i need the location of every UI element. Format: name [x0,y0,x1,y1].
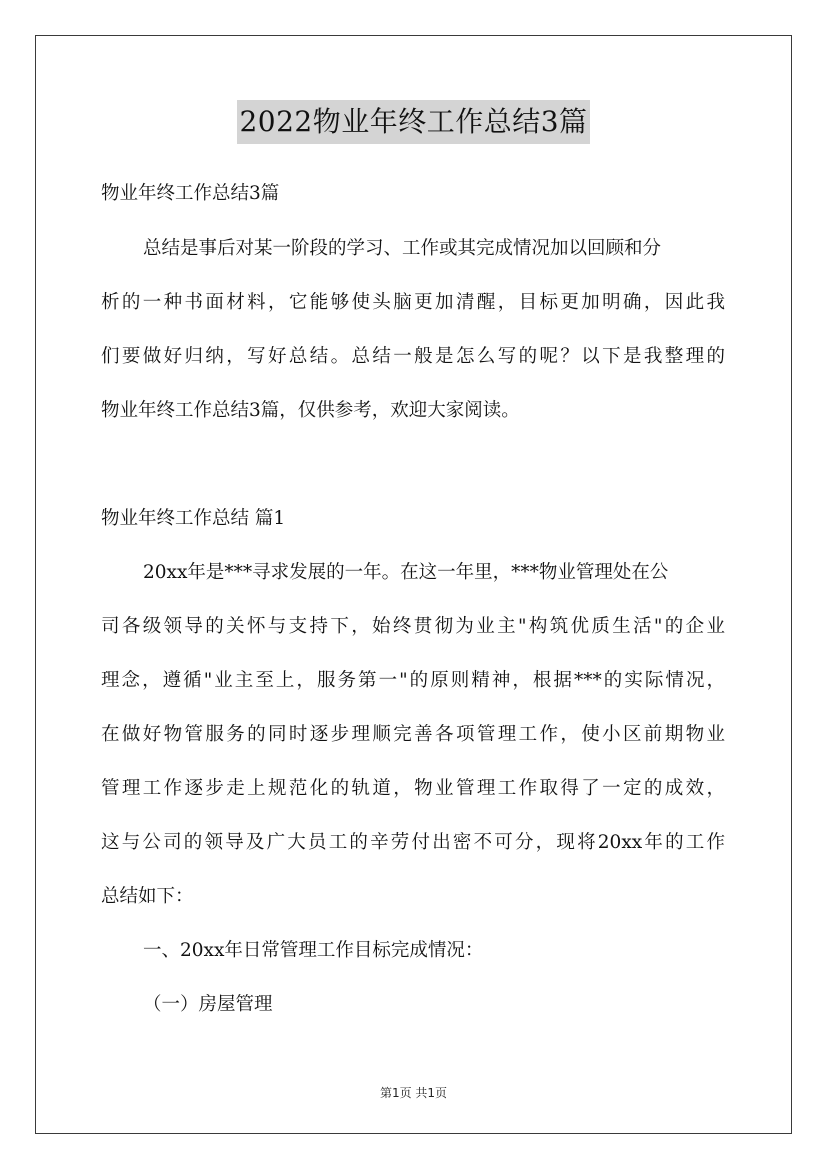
section-heading: 物业年终工作总结 篇1 [101,508,286,529]
paragraph-line: 司各级领导的关怀与支持下，始终贯彻为业主"构筑优质生活"的企业 [101,616,725,637]
paragraph-line: 总结如下： [101,886,194,907]
page-footer: 第1页 共1页 [379,1086,448,1100]
intro-line: 们要做好归纳，写好总结。总结一般是怎么写的呢？以下是我整理的 [101,346,725,367]
intro-line: 析的一种书面材料，它能够使头脑更加清醒，目标更加明确，因此我 [101,292,725,313]
intro-line: 总结是事后对某一阶段的学习、工作或其完成情况加以回顾和分 [143,238,662,259]
list-subitem: （一）房屋管理 [143,994,273,1015]
document-subtitle: 物业年终工作总结3篇 [101,183,280,204]
paragraph-line: 在做好物管服务的同时逐步理顺完善各项管理工作，使小区前期物业 [101,724,725,745]
document-title [0,100,827,148]
paragraph-line: 管理工作逐步走上规范化的轨道，物业管理工作取得了一定的成效， [101,778,725,799]
paragraph-line: 理念，遵循"业主至上，服务第一"的原则精神，根据***的实际情况， [101,670,725,691]
list-item-heading: 一、20xx年日常管理工作目标完成情况： [143,940,484,961]
paragraph-line: 这与公司的领导及广大员工的辛劳付出密不可分，现将20xx年的工作 [101,832,725,853]
paragraph-line: 20xx年是***寻求发展的一年。在这一年里，***物业管理处在公 [143,562,669,583]
intro-line: 物业年终工作总结3篇，仅供参考，欢迎大家阅读。 [101,400,520,421]
document-title-text: 2022物业年终工作总结3篇 [237,100,589,144]
